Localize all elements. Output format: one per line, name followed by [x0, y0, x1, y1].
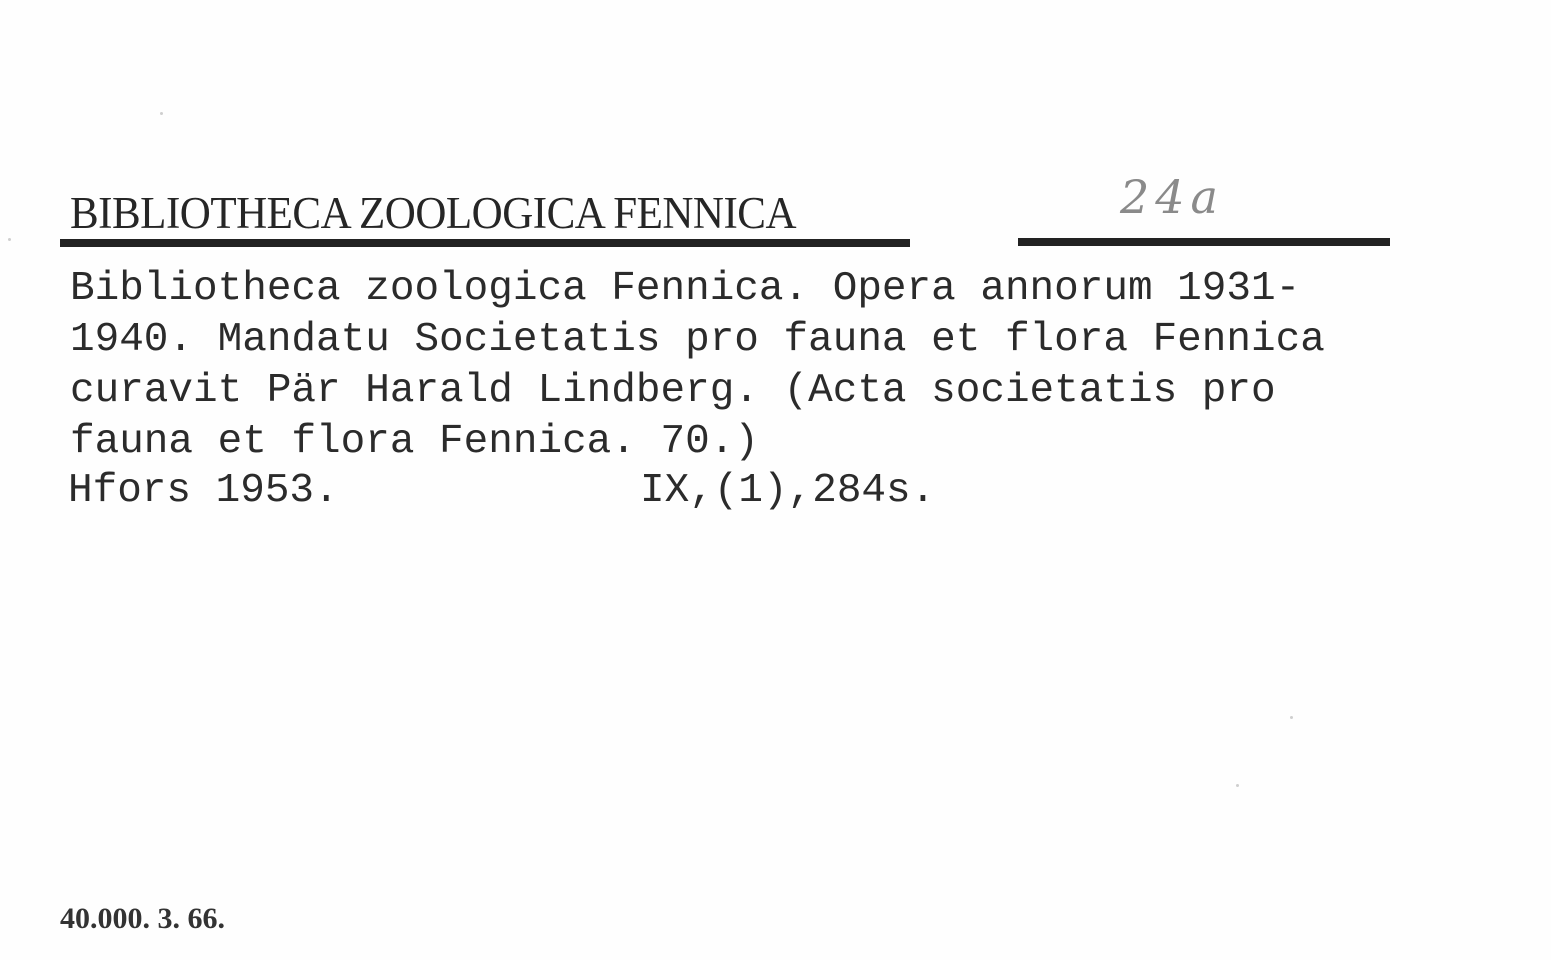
description-line: fauna et flora Fennica. 70.) [70, 419, 759, 465]
imprint: Hfors 1953. [68, 468, 339, 514]
pagination: IX,(1),284s. [640, 468, 936, 514]
handwritten-shelfmark: 24a [1120, 170, 1224, 224]
description-line: curavit Pär Harald Lindberg. (Acta societatis pro [70, 368, 1276, 414]
paper-speck [8, 238, 11, 241]
paper-speck [160, 112, 163, 115]
print-run-code: 40.000. 3. 66. [60, 902, 225, 935]
description-line: 1940. Mandatu Societatis pro fauna et flora Fennica [70, 317, 1325, 363]
description-block [70, 264, 1490, 468]
paper-speck [1290, 716, 1293, 719]
heading-underline [60, 239, 910, 247]
paper-speck [1236, 784, 1239, 787]
description-line: Bibliotheca zoologica Fennica. Opera annorum 1931- [70, 266, 1301, 312]
card-heading: BIBLIOTHECA ZOOLOGICA FENNICA [70, 189, 797, 239]
shelfmark-underline [1018, 238, 1390, 246]
